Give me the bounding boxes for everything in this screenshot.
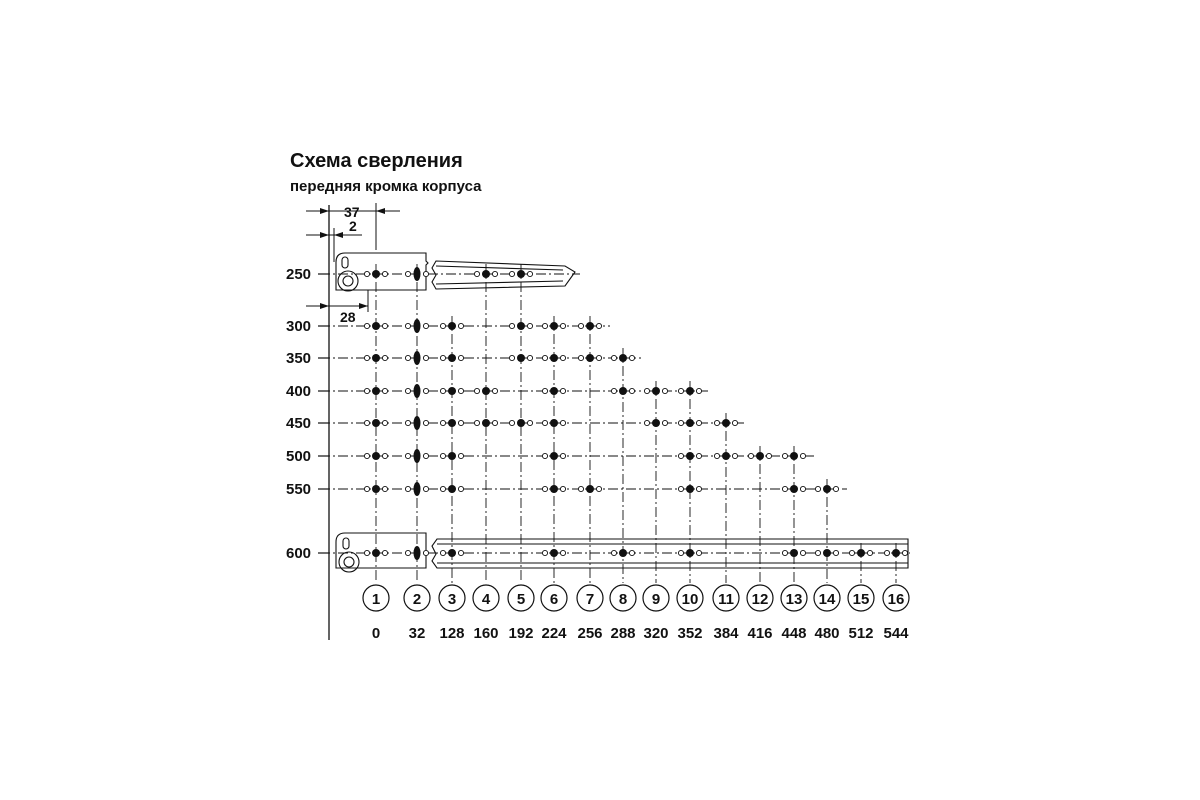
drill-hole [550,452,558,460]
guide-hole [509,271,514,276]
diagram-title: Схема сверления [290,150,463,172]
guide-hole [423,271,428,276]
guide-hole [440,355,445,360]
guide-hole [678,388,683,393]
guide-hole [560,323,565,328]
drill-hole [619,387,627,395]
drill-hole [619,549,627,557]
guide-hole [423,355,428,360]
drill-hole [686,549,694,557]
guide-hole [696,388,701,393]
column-number: 11 [718,591,734,608]
column-number: 15 [852,591,870,608]
guide-hole [782,453,787,458]
drill-hole [790,452,798,460]
guide-hole [833,550,838,555]
drill-hole [517,270,525,278]
guide-hole [696,550,701,555]
guide-hole [800,486,805,491]
guide-hole [611,388,616,393]
guide-hole [696,453,701,458]
drill-hole [686,452,694,460]
drill-hole [482,419,490,427]
column-number: 5 [516,591,526,608]
guide-hole [423,323,428,328]
drill-hole [686,387,694,395]
guide-hole [815,486,820,491]
drill-hole [686,485,694,493]
column-offset-value: 32 [408,625,426,642]
drill-hole [517,354,525,362]
row-label: 600 [286,545,312,562]
column-number: 8 [618,591,628,608]
drill-hole [372,419,380,427]
guide-hole [509,355,514,360]
guide-hole [364,323,369,328]
drill-hole [722,452,730,460]
guide-hole [732,420,737,425]
drill-hole [586,322,594,330]
dim-37-arrow-left [320,208,329,214]
dim-28-label: 28 [340,309,356,325]
row-label: 400 [286,383,312,400]
drill-hole [586,485,594,493]
guide-hole [382,271,387,276]
drill-hole [823,549,831,557]
guide-hole [458,420,463,425]
column-number: 16 [887,591,905,608]
guide-hole [364,486,369,491]
drill-hole-slot [414,384,421,398]
guide-hole [382,550,387,555]
guide-hole [527,420,532,425]
guide-hole [492,420,497,425]
drill-hole [448,549,456,557]
column-offset-value: 256 [577,625,603,642]
guide-hole [542,486,547,491]
guide-hole [849,550,854,555]
guide-hole [678,486,683,491]
drill-hole [550,549,558,557]
drill-hole [448,485,456,493]
guide-hole [509,323,514,328]
guide-hole [423,453,428,458]
guide-hole [458,355,463,360]
guide-hole [474,388,479,393]
drill-hole-slot [414,546,421,560]
dim-28-arrow-left [320,303,329,309]
guide-hole [542,323,547,328]
column-number: 6 [549,591,559,608]
guide-hole [382,323,387,328]
guide-hole [440,420,445,425]
column-offset-value: 224 [541,625,567,642]
guide-hole [884,550,889,555]
column-offset-value: 416 [747,625,773,642]
column-offset-value: 352 [677,625,703,642]
column-number: 13 [785,591,803,608]
guide-hole [678,420,683,425]
guide-hole [542,420,547,425]
guide-hole [527,271,532,276]
row-label: 300 [286,318,312,335]
drill-hole-slot [414,267,421,281]
guide-hole [405,486,410,491]
drill-hole-slot [414,416,421,430]
drill-hole [619,354,627,362]
dim-2-arrow-right [334,232,343,238]
drill-hole [372,354,380,362]
dim-37-arrow-right [376,208,385,214]
guide-hole [364,271,369,276]
dim-28-arrow-right [359,303,368,309]
row-label: 250 [286,266,312,283]
column-number: 4 [481,591,491,608]
guide-hole [440,323,445,328]
drill-hole [686,419,694,427]
guide-hole [382,486,387,491]
column-offset-value: 544 [883,625,909,642]
guide-hole [662,420,667,425]
drill-hole [823,485,831,493]
drill-hole [652,387,660,395]
column-number: 3 [447,591,457,608]
guide-hole [696,486,701,491]
guide-hole [440,453,445,458]
column-number: 14 [818,591,836,608]
drill-hole [372,270,380,278]
drill-hole [550,419,558,427]
drill-hole [372,549,380,557]
guide-hole [578,355,583,360]
row-label: 550 [286,481,312,498]
guide-hole [644,388,649,393]
column-offset-value: 160 [473,625,499,642]
guide-hole [678,453,683,458]
column-number: 7 [585,591,595,608]
drill-hole [517,419,525,427]
drill-hole [550,354,558,362]
row-label: 450 [286,415,312,432]
row-label: 350 [286,350,312,367]
guide-hole [596,323,601,328]
guide-hole [748,453,753,458]
drill-hole [482,387,490,395]
drill-hole [586,354,594,362]
guide-hole [492,271,497,276]
drill-hole [550,322,558,330]
guide-hole [678,550,683,555]
guide-hole [611,550,616,555]
guide-hole [629,355,634,360]
guide-hole [902,550,907,555]
guide-hole [382,388,387,393]
guide-hole [542,388,547,393]
drill-hole [550,387,558,395]
guide-hole [542,453,547,458]
column-offset-value: 288 [610,625,636,642]
guide-hole [364,420,369,425]
drill-hole [448,452,456,460]
guide-hole [405,388,410,393]
guide-hole [458,550,463,555]
guide-hole [423,420,428,425]
guide-hole [578,486,583,491]
drill-hole [517,322,525,330]
guide-hole [405,420,410,425]
guide-hole [644,420,649,425]
guide-hole [560,550,565,555]
drill-hole [790,485,798,493]
guide-hole [440,388,445,393]
guide-hole [560,388,565,393]
column-offset-value: 0 [371,625,381,642]
drill-hole [790,549,798,557]
guide-hole [800,550,805,555]
guide-hole [458,453,463,458]
column-offset-value: 320 [643,625,669,642]
guide-hole [833,486,838,491]
guide-hole [474,271,479,276]
drill-hole [756,452,764,460]
guide-hole [423,486,428,491]
guide-hole [611,355,616,360]
guide-hole [527,323,532,328]
guide-hole [458,486,463,491]
guide-hole [560,453,565,458]
guide-hole [382,355,387,360]
column-offset-value: 480 [814,625,840,642]
drill-hole-slot [414,319,421,333]
column-number: 1 [371,591,381,608]
drill-hole [448,322,456,330]
drill-hole [448,387,456,395]
dim-2-label: 2 [349,218,357,234]
drill-hole [448,354,456,362]
guide-hole [405,550,410,555]
guide-hole [405,323,410,328]
drill-hole [482,270,490,278]
guide-hole [423,388,428,393]
drill-hole [892,549,900,557]
guide-hole [364,550,369,555]
guide-hole [423,550,428,555]
column-offset-value: 384 [713,625,739,642]
guide-hole [509,420,514,425]
guide-hole [405,355,410,360]
column-number: 12 [751,591,769,608]
guide-hole [596,486,601,491]
drill-hole [857,549,865,557]
dim-37-label: 37 [344,204,360,220]
guide-hole [364,453,369,458]
guide-hole [382,453,387,458]
guide-hole [492,388,497,393]
guide-hole [560,486,565,491]
drill-hole [372,452,380,460]
guide-hole [458,323,463,328]
guide-hole [782,486,787,491]
guide-hole [867,550,872,555]
guide-hole [560,420,565,425]
guide-hole [382,420,387,425]
drill-hole [550,485,558,493]
guide-hole [714,420,719,425]
guide-hole [696,420,701,425]
drill-hole [722,419,730,427]
guide-hole [364,388,369,393]
guide-hole [629,388,634,393]
guide-hole [440,550,445,555]
column-number: 9 [651,591,661,608]
guide-hole [542,550,547,555]
drill-hole [652,419,660,427]
guide-hole [527,355,532,360]
drill-hole [372,387,380,395]
runner-250 [336,253,575,291]
dim-2-arrow-left [320,232,329,238]
column-offset-value: 448 [781,625,807,642]
drill-hole-slot [414,351,421,365]
drill-hole [372,485,380,493]
guide-hole [474,420,479,425]
drill-hole [372,322,380,330]
guide-hole [782,550,787,555]
column-offset-value: 512 [848,625,874,642]
guide-hole [714,453,719,458]
drill-hole-slot [414,482,421,496]
column-number: 10 [681,591,699,608]
guide-hole [732,453,737,458]
guide-hole [364,355,369,360]
guide-hole [629,550,634,555]
row-label: 500 [286,448,312,465]
diagram-subtitle: передняя кромка корпуса [290,178,482,195]
guide-hole [766,453,771,458]
guide-hole [596,355,601,360]
column-offset-value: 128 [439,625,465,642]
guide-hole [560,355,565,360]
drill-hole [448,419,456,427]
guide-hole [578,323,583,328]
guide-hole [405,453,410,458]
guide-hole [405,271,410,276]
guide-hole [800,453,805,458]
guide-hole [542,355,547,360]
guide-hole [662,388,667,393]
column-number: 2 [412,591,422,608]
guide-hole [458,388,463,393]
guide-hole [440,486,445,491]
column-offset-value: 192 [508,625,534,642]
drill-hole-slot [414,449,421,463]
guide-hole [815,550,820,555]
